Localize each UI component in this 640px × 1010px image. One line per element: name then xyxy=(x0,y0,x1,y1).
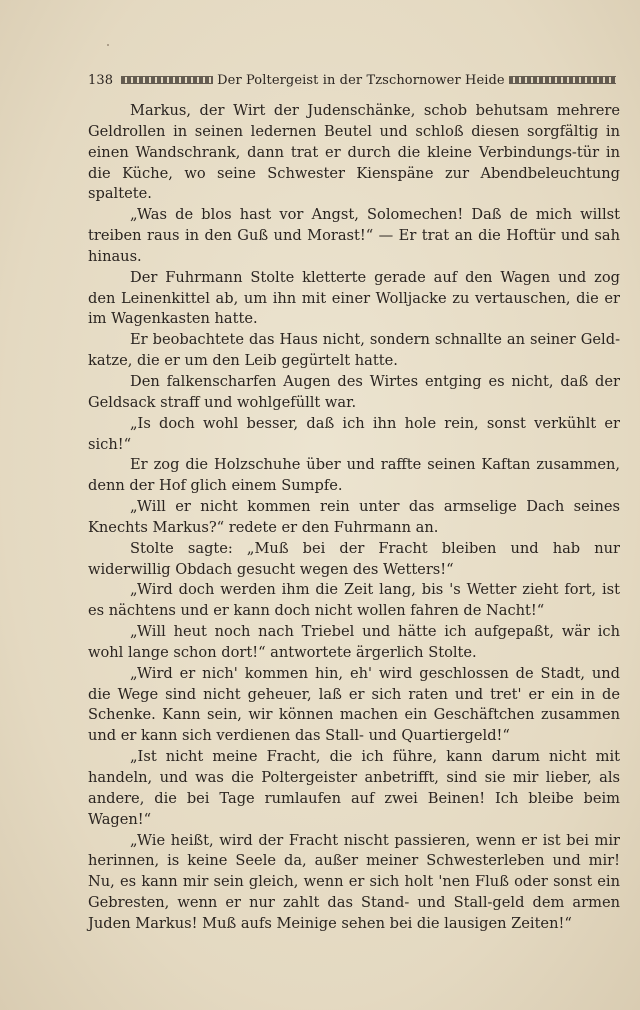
paragraph: „Will heut noch nach Triebel und hätte ich aufgepaßt, wär ich wohl lange schon dort!“ antwortete ärgerlich Stolte. xyxy=(88,623,620,661)
paragraph: Den falkenscharfen Augen des Wirtes entging es nicht, daß der Geldsack straff und wohlgefüllt war. xyxy=(88,372,620,411)
paragraph: „Wird er nich' kommen hin, eh' wird geschlossen de Stadt, und die Wege sind nicht geheuer, laß er sich raten und tret' er ein in de Schenke. Kann sein, wir können machen ein Geschäftchen zusammen und er kann sich verdienen das Stall- und Quartiergeld!“ xyxy=(88,664,620,745)
paragraph: Er zog die Holzschuhe über und raffte seinen Kaftan zusammen, denn der Hof glich einem Sumpfe. xyxy=(88,456,620,495)
paragraph: „Is doch wohl besser, daß ich ihn hole rein, sonst verkühlt er sich!“ xyxy=(88,414,620,453)
page-header xyxy=(88,70,620,90)
paragraph: „Will er nicht kommen rein unter das armselige Dach seines Knechts Markus?“ redete er den Fuhrmann an. xyxy=(88,498,620,536)
header-ornament-right xyxy=(509,76,616,84)
paragraph: Markus, der Wirt der Judenschänke, schob behutsam mehrere Geldrollen in seinen ledernen Beutel und schloß diesen sorgfältig in einen Wandschrank, dann trat er durch die kleine Verbindungs-tür in die Küche, wo seine Schwester Kienspäne zur Abendbeleuchtung spaltete. xyxy=(88,102,620,203)
header-ornament-left xyxy=(121,76,213,84)
page-number: 138 xyxy=(88,72,114,88)
paragraph: Stolte sagte: „Muß bei der Fracht bleiben und hab nur widerwillig Obdach gesucht wegen des Wetters!“ xyxy=(88,539,620,578)
paper-speck xyxy=(107,44,109,46)
paragraph: „Ist nicht meine Fracht, die ich führe, kann darum nicht mit handeln, und was die Poltergeister anbetrifft, sind sie mir lieber, als andere, die bei Tage rumlaufen auf zwei Beinen! Ich bleibe beim Wagen!“ xyxy=(88,748,620,828)
paragraph: Der Fuhrmann Stolte kletterte gerade auf den Wagen und zog den Leinenkittel ab, um ihn mit einer Wolljacke zu vertauschen, die er im Wagenkasten hatte. xyxy=(88,268,620,328)
body-text xyxy=(88,101,620,935)
paragraph: „Wird doch werden ihm die Zeit lang, bis 's Wetter zieht fort, ist es nächtens und er kann doch nicht wollen fahren de Nacht!“ xyxy=(88,581,620,620)
paragraph: „Wie heißt, wird der Fracht nischt passieren, wenn er ist bei mir herinnen, is keine Seele da, außer meiner Schwesterleben und mir! Nu, es kann mir sein gleich, wenn er sich holt 'nen Fluß oder sonst ein Gebresten, wenn er nur zahlt das Stand- und Stall-geld dem armen Juden Markus! Muß aufs Meinige sehen bei die lausigen Zeiten!“ xyxy=(88,831,620,932)
paragraph: Er beobachtete das Haus nicht, sondern schnallte an seiner Geld-katze, die er um den Leib gegürtelt hatte. xyxy=(88,331,620,370)
paragraph: „Was de blos hast vor Angst, Solomechen! Daß de mich willst treiben raus in den Guß und Morast!“ — Er trat an die Hoftür und sah hinaus. xyxy=(88,206,620,265)
running-title: Der Poltergeist in der Tzschornower Heide xyxy=(217,72,505,88)
